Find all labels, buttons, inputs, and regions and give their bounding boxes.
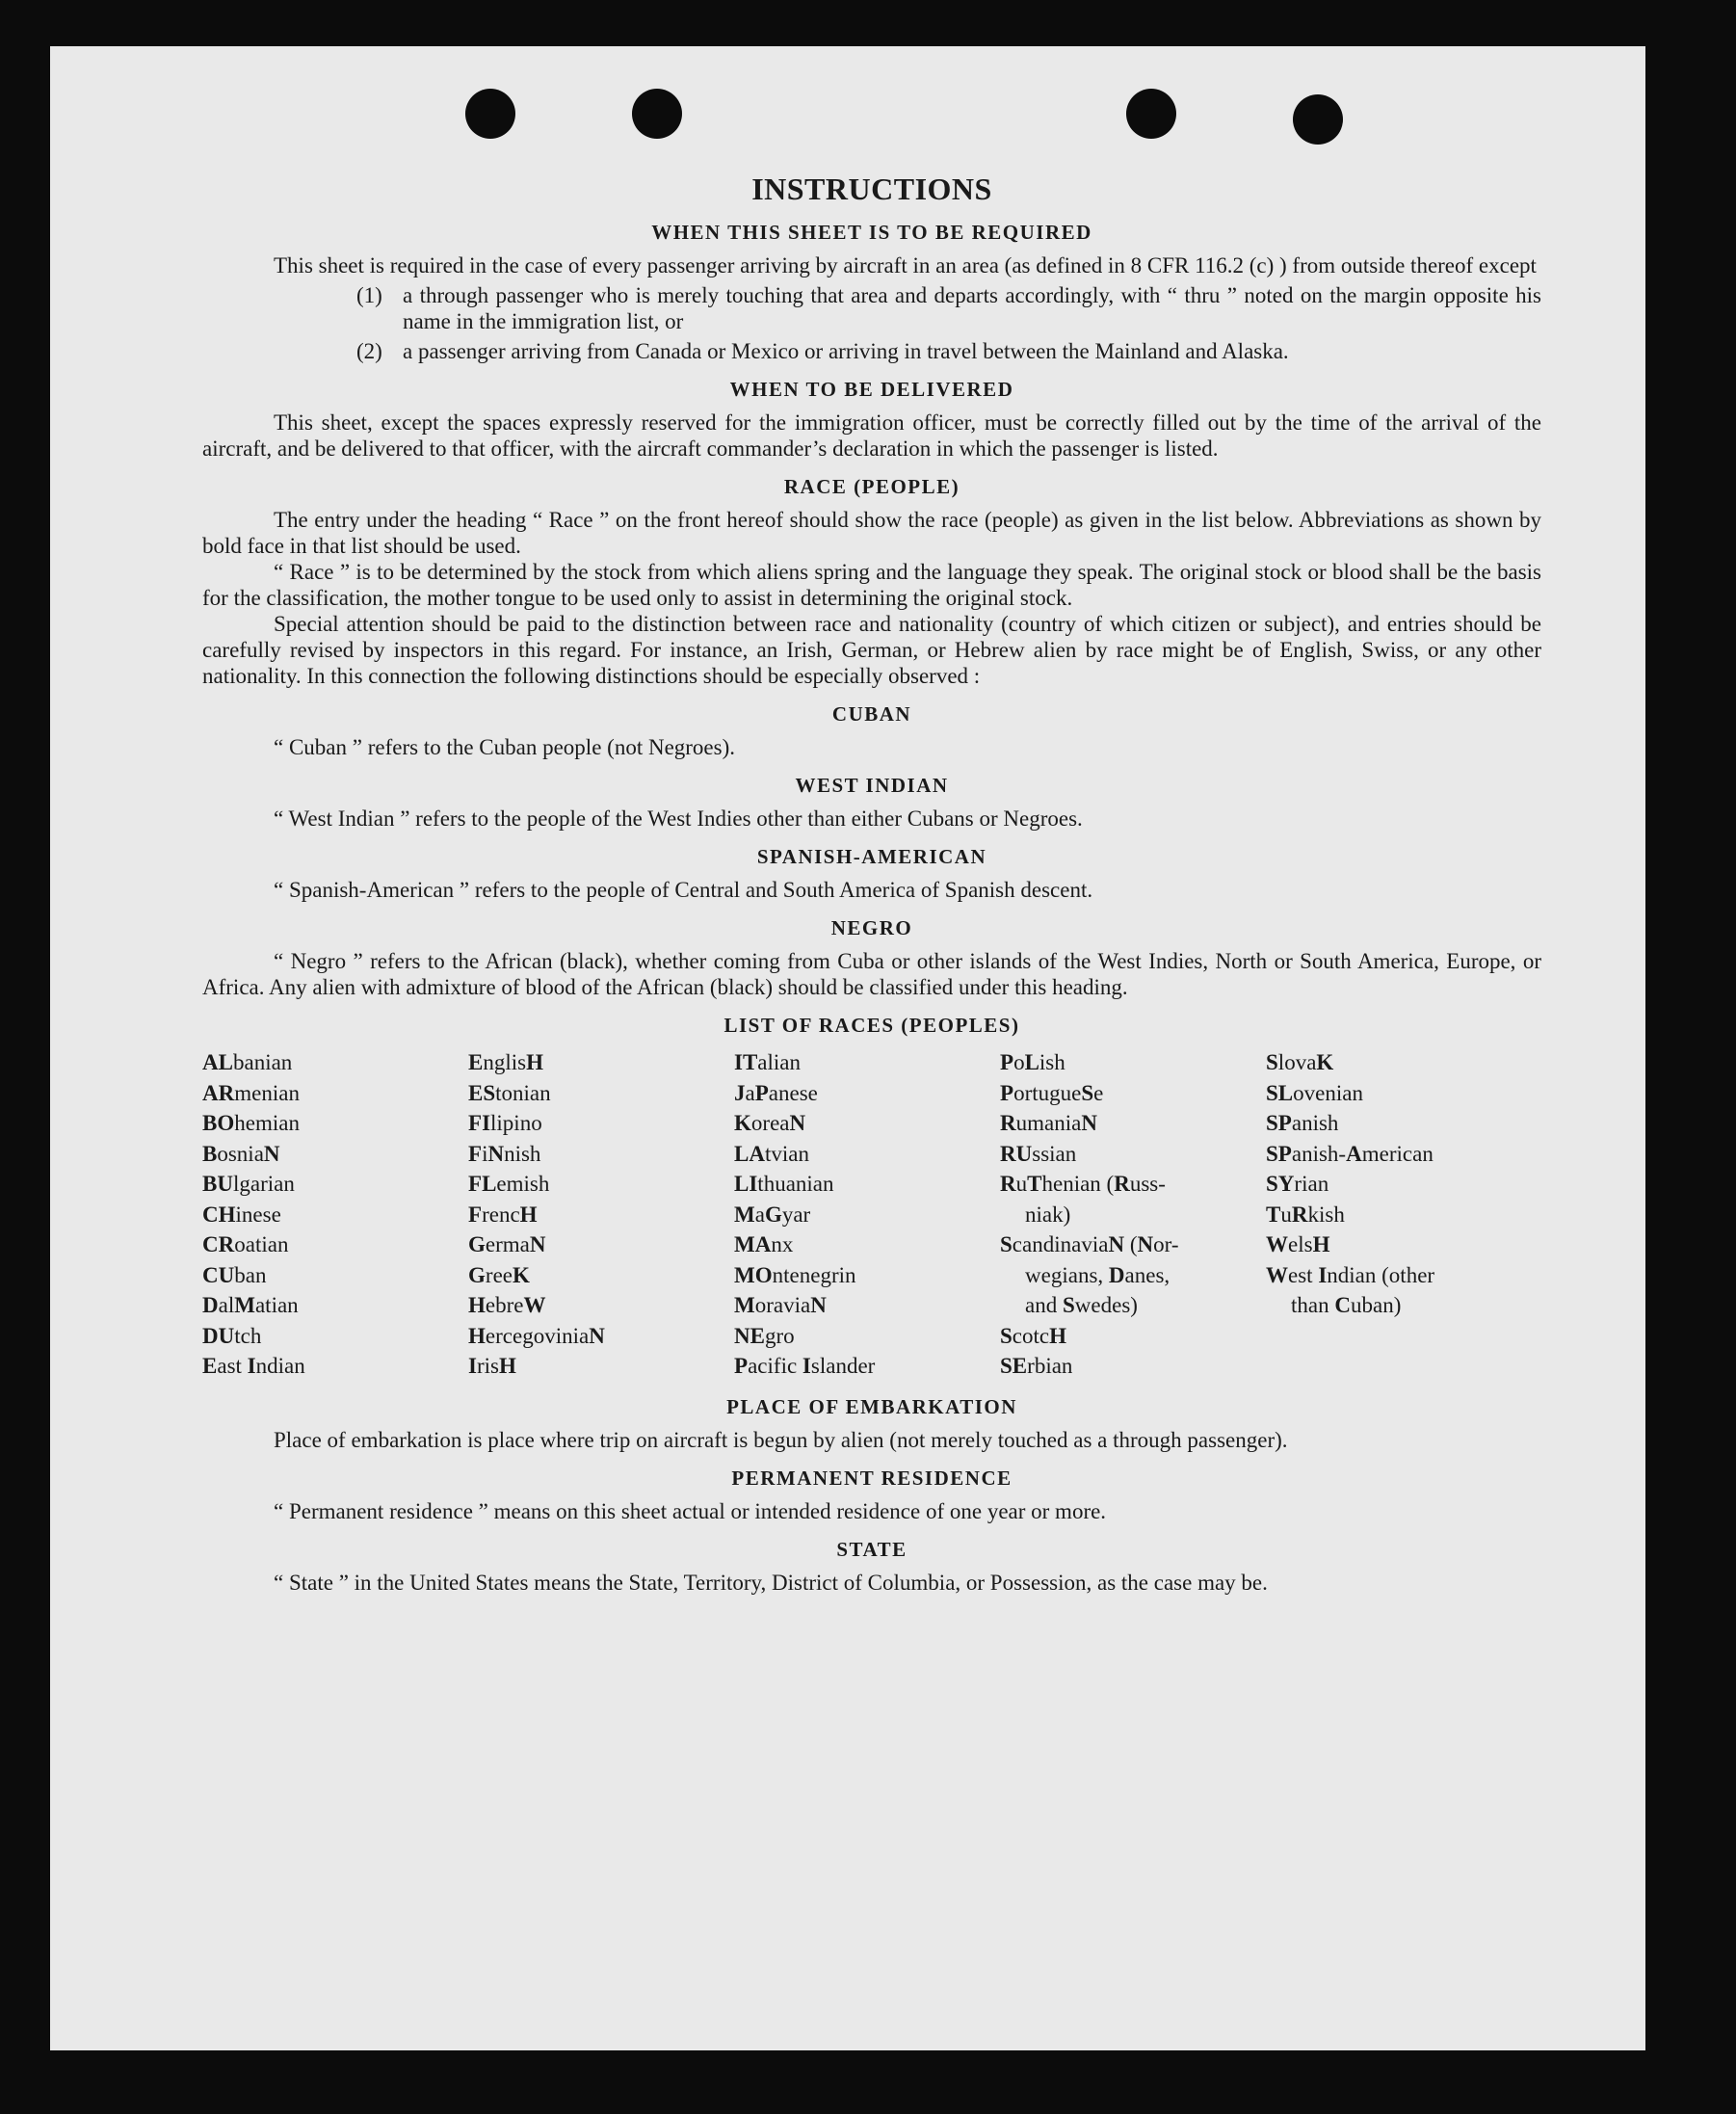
race-entry: EStonian — [468, 1080, 551, 1105]
race-entry: ScandinaviaN (Nor- — [1000, 1232, 1179, 1256]
race-entry: DalMatian — [202, 1293, 299, 1317]
race-entry: SPanish-American — [1266, 1141, 1434, 1166]
race-entry: FIlipino — [468, 1111, 542, 1135]
race-entry: FiNnish — [468, 1141, 541, 1166]
heading-race: RACE (PEOPLE) — [783, 475, 960, 498]
negro-text: “ Negro ” refers to the African (black), whether coming from Cuba or other islands of the West Indies, North or South America, Europe, or Africa. Any alien with admixture of blood of the African (black) should be classified under this heading. — [202, 949, 1541, 999]
race-entry: RuThenian (Russ- — [1000, 1172, 1166, 1196]
race-entry: CRoatian — [202, 1232, 289, 1256]
required-item-2 — [356, 338, 1541, 364]
heading-delivered: WHEN TO BE DELIVERED — [729, 378, 1014, 401]
race-entry: IrisH — [468, 1354, 516, 1378]
race-entry: CHinese — [202, 1202, 281, 1227]
race-entry: RumaniaN — [1000, 1111, 1097, 1135]
race-entry: FrencH — [468, 1202, 538, 1227]
races-column-5 — [1266, 1047, 1545, 1382]
race-entry: WelsH — [1266, 1232, 1330, 1256]
race-entry: BUlgarian — [202, 1172, 295, 1196]
race-entry: SYrian — [1266, 1172, 1329, 1196]
punch-hole-4 — [1293, 94, 1343, 145]
race-entry-continuation: wegians, Danes, — [1025, 1262, 1170, 1287]
heading-permanent-residence: PERMANENT RESIDENCE — [731, 1466, 1013, 1490]
race-entry: SPanish — [1266, 1111, 1339, 1135]
cuban-text: “ Cuban ” refers to the Cuban people (not Negroes). — [274, 735, 736, 759]
required-intro: This sheet is required in the case of every passenger arriving by aircraft in an area (as defined in 8 CFR 116.2 (c) ) from outside thereof except — [274, 253, 1537, 277]
race-entry: LAtvian — [734, 1141, 809, 1166]
document-sheet — [50, 46, 1645, 2050]
instructions-content — [202, 172, 1541, 1596]
punch-hole-1 — [465, 89, 515, 139]
race-entry: PortugueSe — [1000, 1080, 1104, 1105]
embarkation-text: Place of embarkation is place where trip on aircraft is begun by alien (not merely touched as a through passenger). — [274, 1427, 1288, 1452]
item-number: (1) — [356, 283, 382, 307]
delivered-text: This sheet, except the spaces expressly reserved for the immigration officer, must be correctly filled out by the time of the arrival of the aircraft, and be delivered to that officer, with the aircraft commander’s declaration in which the passenger is listed. — [202, 410, 1541, 461]
race-entry-continuation: niak) — [1025, 1202, 1071, 1227]
race-entry: BOhemian — [202, 1111, 300, 1135]
item-text: a passenger arriving from Canada or Mexico or arriving in travel between the Mainland and Alaska. — [403, 339, 1289, 363]
race-entry-continuation: and Swedes) — [1025, 1293, 1138, 1317]
race-entry: GreeK — [468, 1262, 530, 1287]
race-entry: East Indian — [202, 1354, 305, 1378]
heading-list-of-races: LIST OF RACES (PEOPLES) — [723, 1014, 1020, 1037]
race-entry: TuRkish — [1266, 1202, 1345, 1227]
item-number: (2) — [356, 339, 382, 363]
race-entry: ScotcH — [1000, 1323, 1067, 1348]
race-entry: MOntenegrin — [734, 1262, 856, 1287]
race-entry: NEgro — [734, 1323, 795, 1348]
heading-required: WHEN THIS SHEET IS TO BE REQUIRED — [651, 221, 1092, 244]
race-entry: SlovaK — [1266, 1050, 1334, 1074]
race-entry: HebreW — [468, 1293, 546, 1317]
page-title: INSTRUCTIONS — [751, 172, 992, 206]
race-entry: LIthuanian — [734, 1172, 834, 1196]
race-entry: HercegoviniaN — [468, 1323, 605, 1348]
race-entry: KoreaN — [734, 1111, 806, 1135]
race-entry: West Indian (other — [1266, 1262, 1435, 1287]
spanish-american-text: “ Spanish-American ” refers to the people of Central and South America of Spanish descent. — [274, 878, 1093, 902]
races-column-1 — [202, 1047, 468, 1382]
race-entry: MoraviaN — [734, 1293, 827, 1317]
race-paragraph-3: Special attention should be paid to the distinction between race and nationality (country of which citizen or subject), and entries should be carefully revised by inspectors in this regard. For instance, an Irish, German, or Hebrew alien by race might be of English, Swiss, or any other nationality. In this connection the following distinctions should be especially observed : — [202, 612, 1541, 688]
heading-embarkation: PLACE OF EMBARKATION — [726, 1394, 1017, 1418]
races-column-4 — [1000, 1047, 1266, 1382]
race-entry: EnglisH — [468, 1050, 543, 1074]
punch-hole-3 — [1126, 89, 1176, 139]
race-entry: ALbanian — [202, 1050, 293, 1074]
race-entry: RUssian — [1000, 1141, 1077, 1166]
race-entry-continuation: than Cuban) — [1291, 1293, 1402, 1317]
heading-state: STATE — [836, 1537, 907, 1561]
heading-spanish-american: SPANISH-AMERICAN — [756, 845, 987, 868]
race-entry: JaPanese — [734, 1080, 818, 1105]
race-paragraph-1: The entry under the heading “ Race ” on the front hereof should show the race (people) as given in the list below. Abbreviations as shown by bold face in that list should be used. — [202, 508, 1541, 558]
race-entry: MaGyar — [734, 1202, 811, 1227]
race-entry: PoLish — [1000, 1050, 1065, 1074]
punch-hole-2 — [632, 89, 682, 139]
race-entry: Pacific Islander — [734, 1354, 876, 1378]
race-entry: CUban — [202, 1262, 267, 1287]
heading-west-indian: WEST INDIAN — [795, 774, 949, 797]
race-entry: SErbian — [1000, 1354, 1073, 1378]
race-entry: DUtch — [202, 1323, 262, 1348]
race-entry: ITalian — [734, 1050, 802, 1074]
race-entry: MAnx — [734, 1232, 794, 1256]
west-indian-text: “ West Indian ” refers to the people of the West Indies other than either Cubans or Negroes. — [274, 806, 1083, 831]
race-entry: SLovenian — [1266, 1080, 1363, 1105]
heading-cuban: CUBAN — [831, 702, 912, 726]
race-entry: BosniaN — [202, 1141, 280, 1166]
races-column-2 — [468, 1047, 734, 1382]
required-item-1 — [356, 282, 1541, 334]
residence-text: “ Permanent residence ” means on this sheet actual or intended residence of one year or more. — [274, 1498, 1107, 1523]
races-column-3 — [734, 1047, 1000, 1382]
race-entry: GermaN — [468, 1232, 546, 1256]
race-entry: ARmenian — [202, 1080, 300, 1105]
item-text: a through passenger who is merely touching that area and departs accordingly, with “ thru ” noted on the margin opposite his name in the immigration list, or — [403, 283, 1541, 333]
heading-negro: NEGRO — [830, 916, 913, 939]
state-text: “ State ” in the United States means the State, Territory, District of Columbia, or Possession, as the case may be. — [274, 1570, 1268, 1595]
race-paragraph-2: “ Race ” is to be determined by the stock from which aliens spring and the language they speak. The original stock or blood shall be the basis for the classification, the mother tongue to be used only to assist in determining the original stock. — [202, 560, 1541, 610]
race-entry: FLemish — [468, 1172, 550, 1196]
races-list — [202, 1047, 1541, 1382]
